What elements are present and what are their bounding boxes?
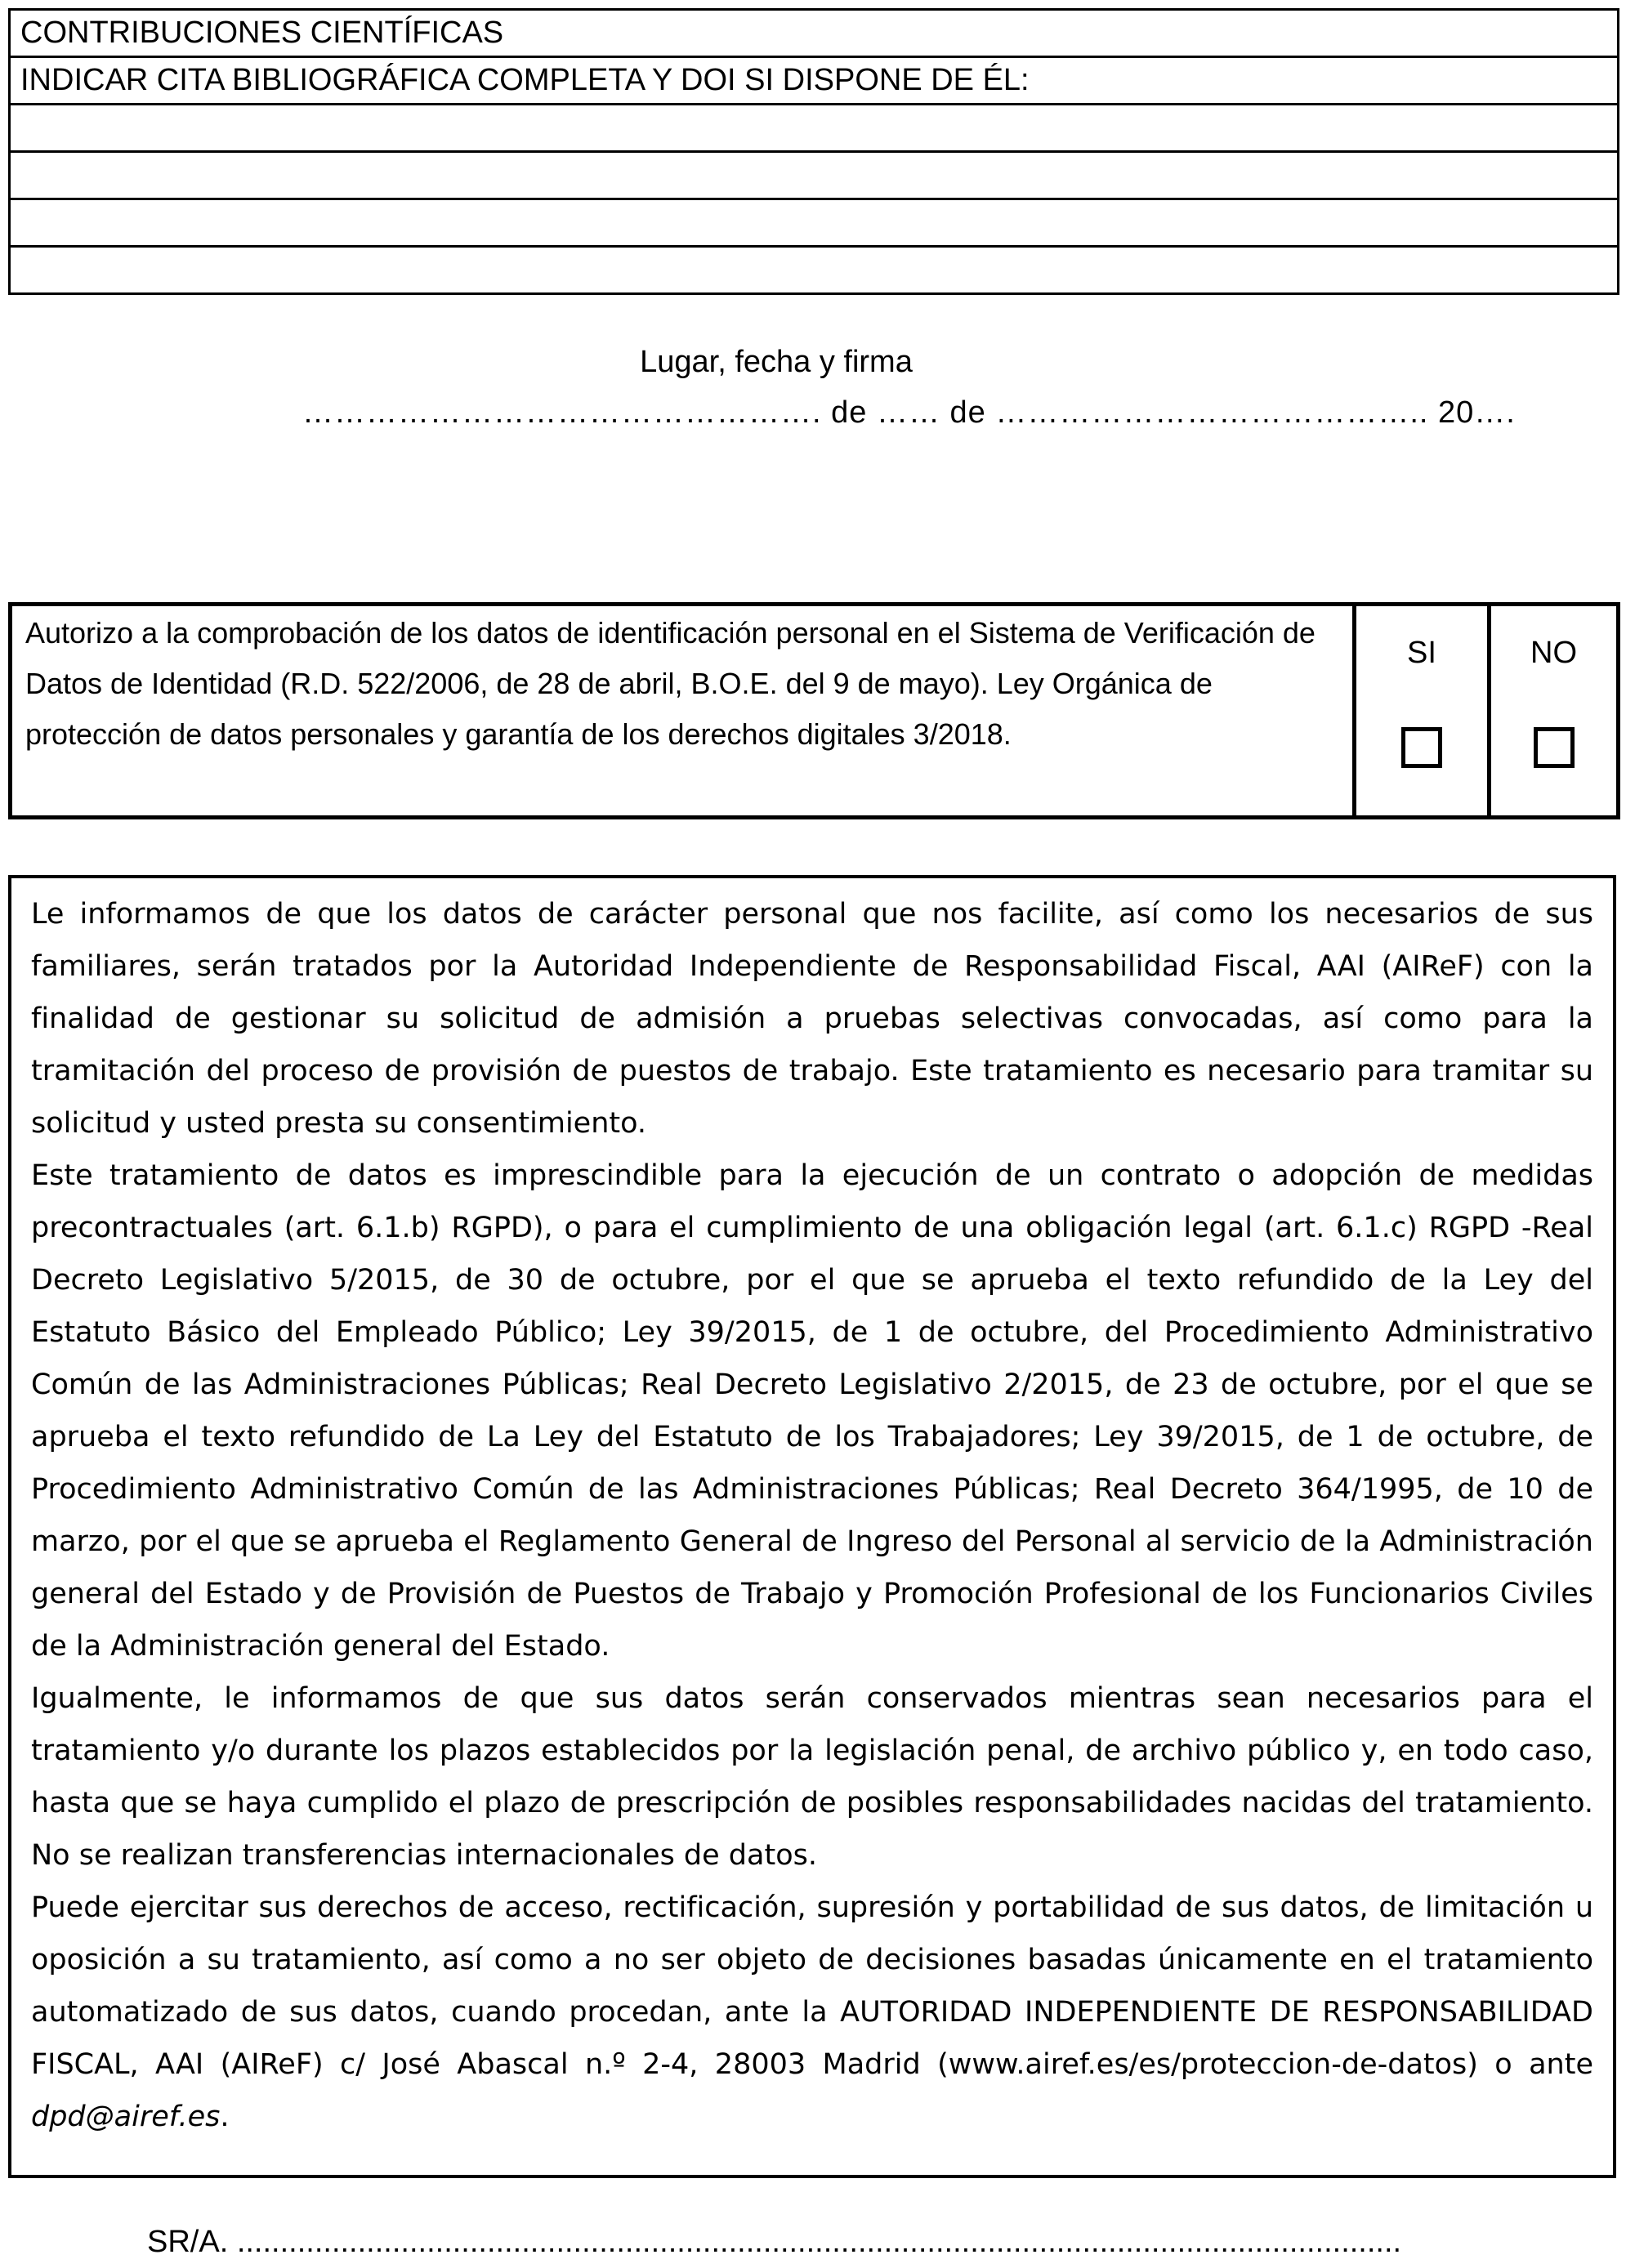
contributions-table-title-row (11, 11, 1617, 58)
contributions-table-title: CONTRIBUCIONES CIENTÍFICAS (20, 16, 504, 50)
no-checkbox[interactable] (1534, 727, 1575, 768)
addressee-label: SR/A. (147, 2225, 237, 2259)
signature-date-fill-line[interactable]: …………………………………………. de …… de ………………………………….. 20…. (302, 395, 1516, 430)
yes-label: SI (1407, 636, 1436, 670)
dpo-email: dpd@airef.es (31, 2101, 221, 2133)
privacy-paragraph-4 (31, 1882, 1593, 2143)
citation-entry-row-3[interactable] (11, 200, 1617, 248)
citation-entry-row-1[interactable] (11, 105, 1617, 153)
contributions-table-instruction: INDICAR CITA BIBLIOGRÁFICA COMPLETA Y DOI SI DISPONE DE ÉL: (20, 63, 1030, 97)
privacy-notice-box (8, 875, 1616, 2178)
contributions-table-instruction-row (11, 58, 1617, 105)
privacy-paragraph-3: Igualmente, le informamos de que sus datos serán conservados mientras sean necesarios para el tratamiento y/o durante los plazos establecidos por la legislación penal, de archivo público y, en todo caso, hasta que se haya cumplido el plazo de prescripción de posibles responsabilidades nacidas del tratamiento. No se realizan transferencias internacionales de datos. (31, 1682, 1593, 1872)
privacy-paragraph-4-period: . (220, 2101, 230, 2133)
signature-heading: Lugar, fecha y firma (640, 345, 913, 379)
privacy-paragraph-1: Le informamos de que los datos de carácter personal que nos facilite, así como los necesarios de sus familiares, serán tratados por la Autoridad Independiente de Responsabilidad Fiscal, AAI (AIReF) con la finalidad de gestionar su solicitud de admisión a pruebas selectivas convocadas, así como para la tramitación del proceso de provisión de puestos de trabajo. Este tratamiento es necesario para tramitar su solicitud y usted presta su consentimiento. (31, 898, 1593, 1140)
contributions-table (8, 8, 1619, 295)
citation-entry-row-2[interactable] (11, 153, 1617, 200)
authorization-box (8, 602, 1620, 819)
authorization-yes-cell (1352, 606, 1487, 815)
addressee-line (147, 2224, 1401, 2260)
no-label: NO (1530, 636, 1577, 670)
yes-checkbox[interactable] (1401, 727, 1442, 768)
signature-block (302, 337, 1516, 438)
privacy-paragraph-2: Este tratamiento de datos es imprescindible para la ejecución de un contrato o adopción de medidas precontractuales (art. 6.1.b) RGPD), o para el cumplimiento de una obligación legal (art. 6.1.c) RGPD -Real Decreto Legislativo 5/2015, de 30 de octubre, por el que se aprueba el texto refundido de la Ley del Estatuto Básico del Empleado Público; Ley 39/2015, de 1 de octubre, del Procedimiento Administrativo Común de las Administraciones Públicas; Real Decreto Legislativo 2/2015, de 23 de octubre, por el que se aprueba el texto refundido de La Ley del Estatuto de los Trabajadores; Ley 39/2015, de 1 de octubre, de Procedimiento Administrativo Común de las Administraciones Públicas; Real Decreto 364/1995, de 10 de marzo, por el que se aprueba el Reglamento General de Ingreso del Personal al servicio de la Administración general del Estado y de Provisión de Puestos de Trabajo y Promoción Profesional de los Funcionarios Civiles de la Administración general del Estado. (31, 1159, 1593, 1663)
citation-entry-row-4[interactable] (11, 248, 1617, 292)
authorization-no-cell (1487, 606, 1616, 815)
authorization-statement: Autorizo a la comprobación de los datos de identificación personal en el Sistema de Verificación de Datos de Identidad (R.D. 522/2006, de 28 de abril, B.O.E. del 9 de mayo). Ley Orgánica de protección de datos personales y garantía de los derechos digitales 3/2018. (25, 616, 1316, 751)
addressee-fill-line[interactable]: ....................................................................................................................................... (236, 2225, 1402, 2259)
privacy-paragraph-4-text: Puede ejercitar sus derechos de acceso, rectificación, supresión y portabilidad de sus datos, de limitación u oposición a su tratamiento, así como a no ser objeto de decisiones basadas únicamente en el tratamiento automatizado de sus datos, cuando procedan, ante la AUTORIDAD INDEPENDIENTE DE RESPONSABILIDAD FISCAL, AAI (AIReF) c/ José Abascal n.º 2-4, 28003 Madrid (www.airef.es/es/proteccion-de-datos) o ante (31, 1891, 1593, 2081)
